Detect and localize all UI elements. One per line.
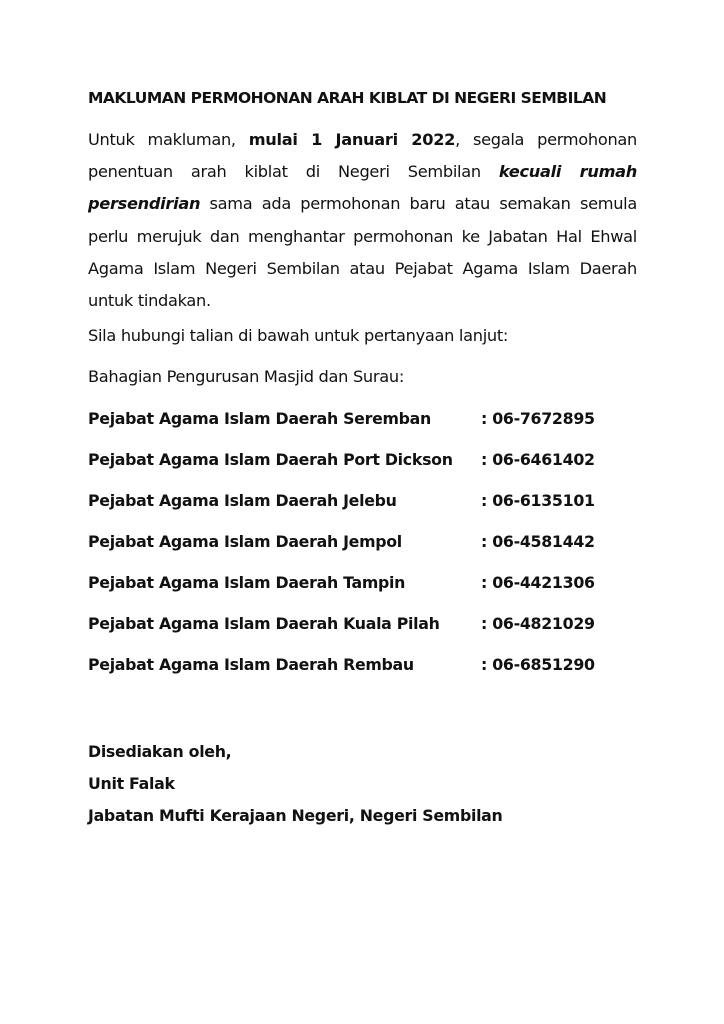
phone-number: : 06-6851290 [481, 655, 595, 674]
effective-date: mulai 1 Januari 2022 [248, 130, 456, 149]
contact-row [88, 655, 648, 696]
office-name: Pejabat Agama Islam Daerah Jempol [88, 532, 402, 551]
office-name: Pejabat Agama Islam Daerah Rembau [88, 655, 414, 674]
office-name: Pejabat Agama Islam Daerah Jelebu [88, 491, 397, 510]
phone-number: : 06-4421306 [481, 573, 595, 592]
office-name: Pejabat Agama Islam Daerah Port Dickson [88, 450, 453, 469]
contact-row [88, 450, 648, 491]
contact-row [88, 614, 648, 655]
prepared-by-label: Disediakan oleh, [88, 742, 232, 761]
exception-note: kecuali rumah persendirian [88, 162, 637, 214]
document-title: MAKLUMAN PERMOHONAN ARAH KIBLAT DI NEGERI SEMBILAN [88, 89, 607, 107]
office-name: Pejabat Agama Islam Daerah Tampin [88, 573, 406, 592]
section-label: Bahagian Pengurusan Masjid dan Surau: [88, 367, 404, 386]
office-name: Pejabat Agama Islam Daerah Seremban [88, 409, 431, 428]
contact-prompt: Sila hubungi talian di bawah untuk pertanyaan lanjut: [88, 326, 509, 345]
contact-row [88, 409, 648, 450]
office-name: Pejabat Agama Islam Daerah Kuala Pilah [88, 614, 440, 633]
department-name: Jabatan Mufti Kerajaan Negeri, Negeri Sembilan [88, 806, 503, 825]
phone-number: : 06-6135101 [481, 491, 595, 510]
announcement-paragraph [88, 124, 637, 317]
paragraph-text-1: Untuk makluman, [88, 130, 249, 149]
phone-number: : 06-4821029 [481, 614, 595, 633]
phone-number: : 06-7672895 [481, 409, 595, 428]
phone-number: : 06-4581442 [481, 532, 595, 551]
signature-block [88, 736, 503, 832]
unit-name: Unit Falak [88, 774, 175, 793]
paragraph-text-2: , segala permohonan penentuan arah kiblat di Negeri Sembilan [88, 130, 637, 182]
contact-row [88, 532, 648, 573]
contact-row [88, 573, 648, 614]
contact-list [88, 409, 648, 696]
contact-row [88, 491, 648, 532]
paragraph-text-3: sama ada permohonan baru atau semakan semula perlu merujuk dan menghantar permohonan ke Jabatan Hal Ehwal Agama Islam Negeri Sembilan atau Pejabat Agama Islam Daerah untuk tindakan. [88, 194, 637, 311]
phone-number: : 06-6461402 [481, 450, 595, 469]
